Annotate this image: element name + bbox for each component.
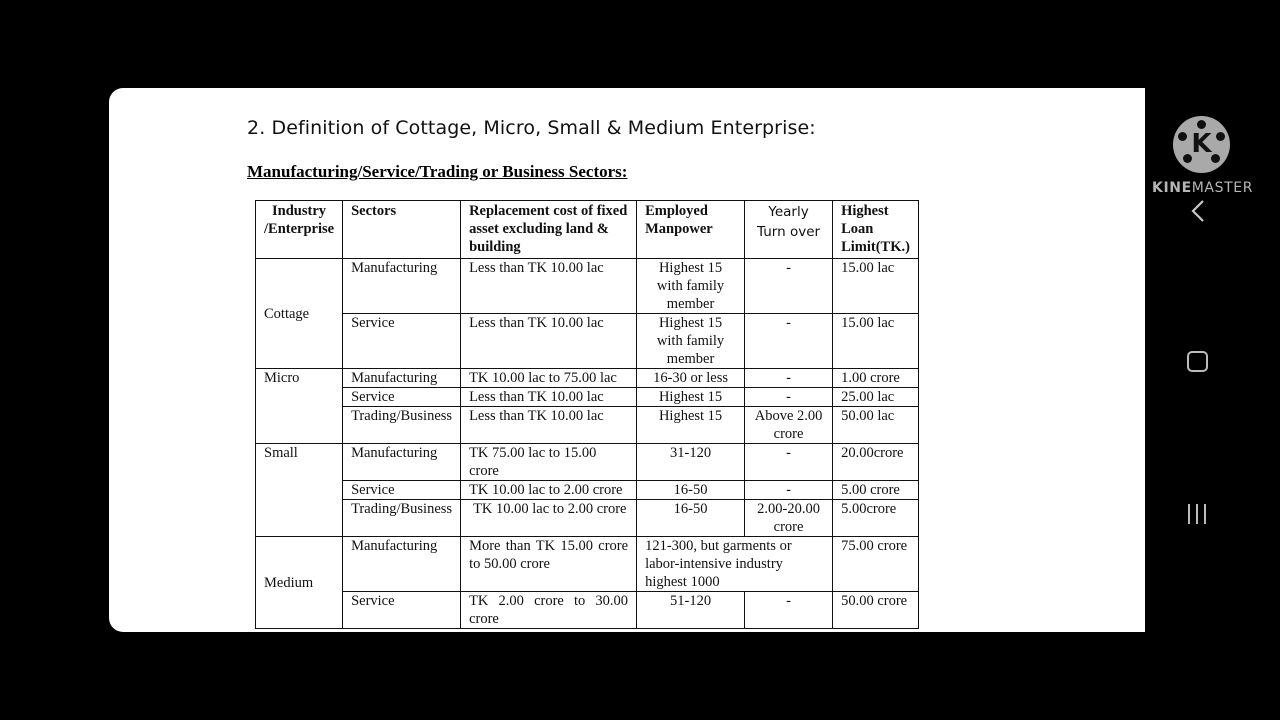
sector-cell: Service: [343, 314, 461, 369]
manpower-cell: Highest 15 with family member: [637, 259, 745, 314]
manpower-cell: 16-30 or less: [637, 369, 745, 388]
header-replacement-cost: Replacement cost of fixed asset excluding land & building: [461, 201, 637, 259]
page-heading: 2. Definition of Cottage, Micro, Small & Medium Enterprise:: [247, 117, 816, 139]
loan-cell: 5.00crore: [833, 500, 919, 537]
loan-cell: 25.00 lac: [833, 388, 919, 407]
sector-cell: Service: [343, 481, 461, 500]
manpower-cell: 16-50: [637, 500, 745, 537]
cost-cell: TK 75.00 lac to 15.00 crore: [461, 444, 637, 481]
cost-cell: TK 10.00 lac to 2.00 crore: [461, 500, 637, 537]
turnover-cell: -: [745, 314, 833, 369]
kinemaster-watermark: [1152, 180, 1253, 196]
sector-cell: Trading/Business: [343, 407, 461, 444]
sector-cell: Trading/Business: [343, 500, 461, 537]
cost-cell: Less than TK 10.00 lac: [461, 314, 637, 369]
table-row: [256, 369, 919, 388]
table-row: [256, 314, 919, 369]
manpower-cell: 31-120: [637, 444, 745, 481]
table-row: [256, 592, 919, 629]
sector-cell: Manufacturing: [343, 369, 461, 388]
turnover-cell: -: [745, 444, 833, 481]
back-icon[interactable]: [1188, 197, 1208, 225]
cost-cell: More than TK 15.00 crore to 50.00 crore: [461, 537, 637, 592]
table-row: [256, 388, 919, 407]
turnover-cell: -: [745, 369, 833, 388]
header-employed-manpower: Employed Manpower: [637, 201, 745, 259]
turnover-cell: 2.00-20.00 crore: [745, 500, 833, 537]
loan-cell: 15.00 lac: [833, 314, 919, 369]
manpower-cell: 51-120: [637, 592, 745, 629]
enterprise-small: Small: [256, 444, 343, 537]
table-row: [256, 500, 919, 537]
brand-bold: KINE: [1152, 180, 1192, 196]
sector-cell: Service: [343, 388, 461, 407]
cost-cell: TK 10.00 lac to 75.00 lac: [461, 369, 637, 388]
header-industry: Industry /Enterprise: [256, 201, 343, 259]
brand-rest: MASTER: [1191, 180, 1254, 196]
loan-cell: 50.00 lac: [833, 407, 919, 444]
cost-cell: Less than TK 10.00 lac: [461, 407, 637, 444]
table-header-row: [256, 201, 919, 259]
loan-cell: 5.00 crore: [833, 481, 919, 500]
table-row: [256, 407, 919, 444]
sector-cell: Manufacturing: [343, 259, 461, 314]
kinemaster-logo-icon: [1173, 116, 1230, 173]
enterprise-medium: Medium: [256, 537, 343, 629]
loan-cell: 15.00 lac: [833, 259, 919, 314]
table-row: [256, 444, 919, 481]
manpower-cell: 16-50: [637, 481, 745, 500]
enterprise-micro: Micro: [256, 369, 343, 444]
enterprise-definition-table: [255, 200, 919, 629]
manpower-cell: Highest 15: [637, 407, 745, 444]
section-subheading: Manufacturing/Service/Trading or Business Sectors:: [247, 162, 628, 181]
turnover-cell: -: [745, 592, 833, 629]
loan-cell: 50.00 crore: [833, 592, 919, 629]
table-row: [256, 481, 919, 500]
turnover-cell: -: [745, 388, 833, 407]
cost-cell: Less than TK 10.00 lac: [461, 388, 637, 407]
header-sectors: Sectors: [343, 201, 461, 259]
sector-cell: Service: [343, 592, 461, 629]
table-row: [256, 537, 919, 592]
manpower-cell: Highest 15: [637, 388, 745, 407]
loan-cell: 20.00crore: [833, 444, 919, 481]
cost-cell: TK 10.00 lac to 2.00 crore: [461, 481, 637, 500]
logo-letter: K: [1191, 129, 1212, 159]
header-loan-limit: Highest Loan Limit(TK.): [833, 201, 919, 259]
sector-cell: Manufacturing: [343, 444, 461, 481]
cost-cell: Less than TK 10.00 lac: [461, 259, 637, 314]
loan-cell: 75.00 crore: [833, 537, 919, 592]
turnover-cell: -: [745, 259, 833, 314]
cost-cell: TK 2.00 crore to 30.00 crore: [461, 592, 637, 629]
document-page: [109, 88, 1145, 632]
enterprise-cottage: Cottage: [256, 259, 343, 369]
recents-icon[interactable]: [1187, 504, 1209, 524]
table-row: [256, 259, 919, 314]
sector-cell: Manufacturing: [343, 537, 461, 592]
loan-cell: 1.00 crore: [833, 369, 919, 388]
home-icon[interactable]: [1187, 351, 1208, 372]
header-yearly-turnover: Yearly Turn over: [745, 201, 833, 259]
turnover-cell: -: [745, 481, 833, 500]
turnover-cell: Above 2.00 crore: [745, 407, 833, 444]
manpower-cell: 121-300, but garments or labor-intensive industry highest 1000: [637, 537, 833, 592]
manpower-cell: Highest 15 with family member: [637, 314, 745, 369]
